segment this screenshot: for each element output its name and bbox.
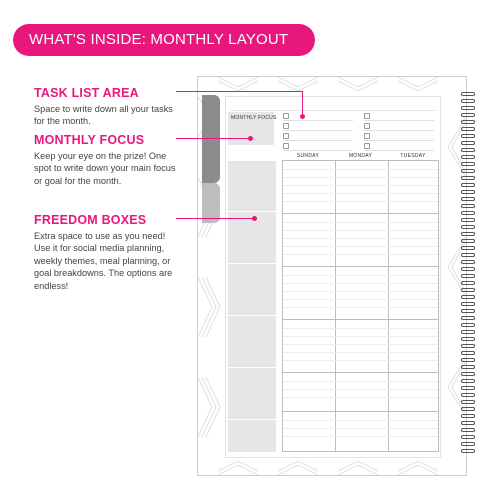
page-top-rule bbox=[230, 110, 436, 111]
task-item bbox=[283, 112, 353, 121]
writing-rule bbox=[283, 428, 438, 429]
writing-rule bbox=[283, 283, 438, 284]
section-description-monthly-focus: Keep your eye on the prize! One spot to write down your main focus or goal for the month. bbox=[34, 151, 176, 186]
calendar-week-divider bbox=[283, 372, 438, 373]
writing-rule bbox=[283, 420, 438, 421]
header-banner bbox=[13, 24, 315, 56]
writing-rule bbox=[283, 238, 438, 239]
task-item bbox=[364, 142, 434, 151]
writing-rule bbox=[283, 201, 438, 202]
task-list-right bbox=[364, 112, 434, 152]
callout-dot-icon bbox=[300, 114, 305, 119]
calendar-column-divider bbox=[388, 161, 389, 451]
day-header-tuesday: TUESDAY bbox=[400, 153, 426, 159]
writing-rule bbox=[283, 299, 438, 300]
freedom-box-divider bbox=[228, 263, 276, 264]
writing-rule bbox=[283, 222, 438, 223]
writing-rule bbox=[283, 169, 438, 170]
banner-title: WHAT'S INSIDE: MONTHLY LAYOUT bbox=[29, 31, 289, 48]
section-task-list bbox=[34, 86, 184, 128]
section-heading-task-list: TASK LIST AREA bbox=[34, 86, 139, 100]
calendar-grid bbox=[282, 152, 439, 452]
section-description-freedom-boxes: Extra space to use as you need! Use it for social media planning, weekly themes, meal planning, or goal breakdowns. The options are endless! bbox=[34, 231, 173, 291]
freedom-box-divider bbox=[228, 419, 276, 420]
section-freedom-boxes bbox=[34, 213, 184, 292]
writing-rule bbox=[283, 328, 438, 329]
calendar-week-divider bbox=[283, 319, 438, 320]
writing-rule bbox=[283, 397, 438, 398]
task-item bbox=[364, 132, 434, 141]
callout-line-task-list bbox=[176, 91, 302, 92]
task-item bbox=[283, 122, 353, 131]
writing-rule bbox=[283, 360, 438, 361]
day-header-monday: MONDAY bbox=[348, 153, 373, 159]
writing-rule bbox=[283, 246, 438, 247]
writing-rule bbox=[283, 436, 438, 437]
calendar-column-divider bbox=[335, 161, 336, 451]
task-item bbox=[283, 132, 353, 141]
calendar-week-divider bbox=[283, 213, 438, 214]
writing-rule bbox=[283, 336, 438, 337]
task-item bbox=[364, 112, 434, 121]
writing-rule bbox=[283, 381, 438, 382]
writing-rule bbox=[283, 344, 438, 345]
freedom-box-divider bbox=[228, 367, 276, 368]
writing-rule bbox=[283, 389, 438, 390]
freedom-box-divider bbox=[228, 211, 276, 212]
writing-rule bbox=[283, 177, 438, 178]
writing-rule bbox=[283, 352, 438, 353]
task-item bbox=[283, 142, 353, 151]
callout-dot-icon bbox=[252, 216, 257, 221]
spiral-binding-icon bbox=[461, 92, 477, 458]
task-item bbox=[364, 122, 434, 131]
task-list-left bbox=[283, 112, 353, 152]
callout-connector-task-list bbox=[302, 91, 303, 116]
calendar-week-divider bbox=[283, 266, 438, 267]
freedom-box-divider bbox=[228, 315, 276, 316]
callout-dot-icon bbox=[248, 136, 253, 141]
writing-rule bbox=[283, 291, 438, 292]
callout-line-monthly-focus bbox=[176, 138, 250, 139]
callout-line-freedom-boxes bbox=[176, 218, 254, 219]
writing-rule bbox=[283, 185, 438, 186]
calendar-week-divider bbox=[283, 411, 438, 412]
freedom-boxes-column bbox=[228, 161, 276, 452]
writing-rule bbox=[283, 254, 438, 255]
section-monthly-focus bbox=[34, 133, 184, 187]
writing-rule bbox=[283, 275, 438, 276]
calendar-body bbox=[282, 160, 439, 452]
writing-rule bbox=[283, 307, 438, 308]
writing-rule bbox=[283, 193, 438, 194]
monthly-focus-label: MONTHLY FOCUS bbox=[231, 115, 277, 121]
section-description-task-list: Space to write down all your tasks for the month. bbox=[34, 104, 173, 127]
writing-rule bbox=[283, 230, 438, 231]
planner-tab-secondary bbox=[202, 183, 220, 223]
day-header-sunday: SUNDAY bbox=[296, 153, 320, 159]
section-heading-monthly-focus: MONTHLY FOCUS bbox=[34, 133, 145, 147]
planner-tab bbox=[202, 95, 220, 183]
section-heading-freedom-boxes: FREEDOM BOXES bbox=[34, 213, 147, 227]
